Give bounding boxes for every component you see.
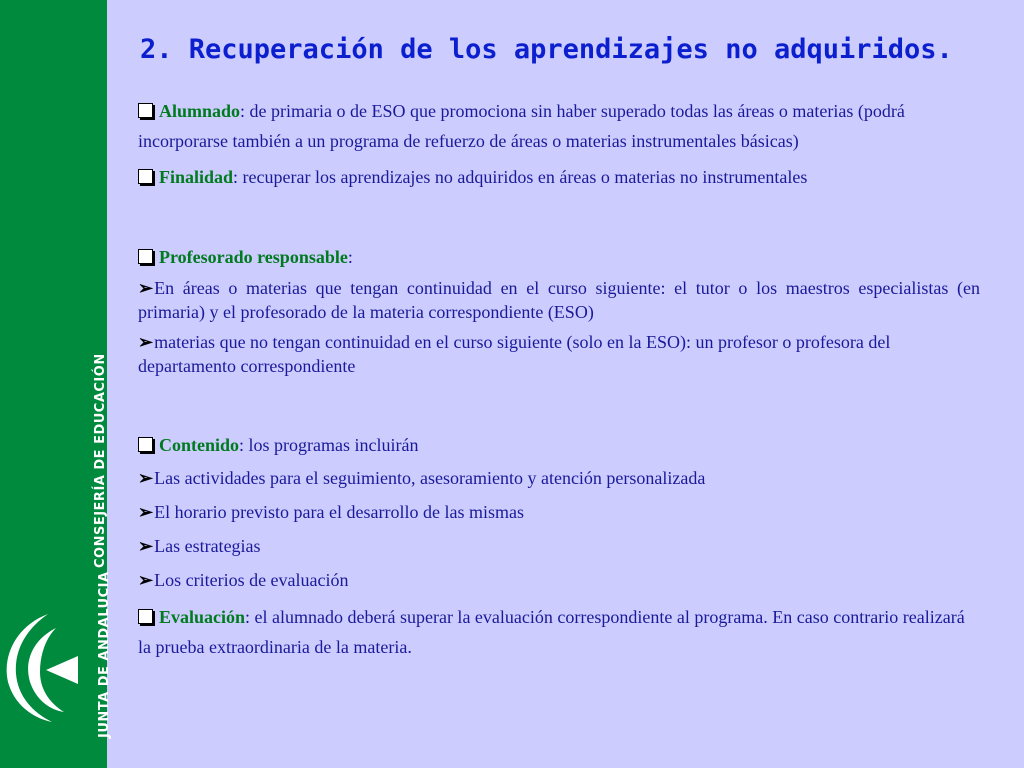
junta-andalucia-logo-icon: [2, 608, 82, 726]
checkbox-bullet-icon: [138, 103, 153, 118]
checkbox-bullet-icon: [138, 437, 153, 452]
list-item: ➢Los criterios de evaluación: [138, 570, 349, 590]
section-evaluacion: Evaluación: el alumnado deberá superar la evaluación correspondiente al programa. En caso contrario realizará la prueba extraordinaria de la materia.: [138, 607, 965, 657]
list-item: ➢El horario previsto para el desarrollo de las mismas: [138, 502, 524, 522]
consejeria-label: CONSEJERÍA DE EDUCACIÓN: [93, 353, 108, 568]
list-item: ➢Las actividades para el seguimiento, asesoramiento y atención personalizada: [138, 468, 706, 488]
arrow-bullet-icon: ➢: [138, 502, 154, 522]
arrow-bullet-icon: ➢: [138, 278, 154, 298]
section-profesorado: Profesorado responsable:: [138, 242, 980, 272]
arrow-bullet-icon: ➢: [138, 570, 154, 590]
slide-content: [138, 96, 980, 662]
junta-label: JUNTA DE ANDALUCIA: [97, 571, 112, 738]
list-item: ➢materias que no tengan continuidad en el curso siguiente (solo en la ESO): un profesor o profesora del departamento correspondiente: [138, 332, 891, 376]
arrow-bullet-icon: ➢: [138, 536, 154, 556]
checkbox-bullet-icon: [138, 609, 153, 624]
arrow-bullet-icon: ➢: [138, 468, 154, 488]
section-contenido: Contenido: los programas incluirán: [138, 430, 980, 460]
checkbox-bullet-icon: [138, 249, 153, 264]
slide-title: 2. Recuperación de los aprendizajes no adquiridos.: [140, 34, 953, 65]
checkbox-bullet-icon: [138, 169, 153, 184]
list-item: ➢En áreas o materias que tengan continuidad en el curso siguiente: el tutor o los maestros especialistas (en primaria) y el profesorado de la materia correspondiente (ESO): [138, 278, 980, 322]
arrow-bullet-icon: ➢: [138, 332, 154, 352]
sidebar: [0, 0, 112, 768]
list-item: ➢Las estrategias: [138, 536, 261, 556]
section-finalidad: Finalidad: recuperar los aprendizajes no adquiridos en áreas o materias no instrumentales: [138, 162, 980, 192]
section-alumnado: Alumnado: de primaria o de ESO que promociona sin haber superado todas las áreas o materias (podrá incorporarse también a un programa de refuerzo de áreas o materias instrumentales básicas): [138, 101, 905, 151]
